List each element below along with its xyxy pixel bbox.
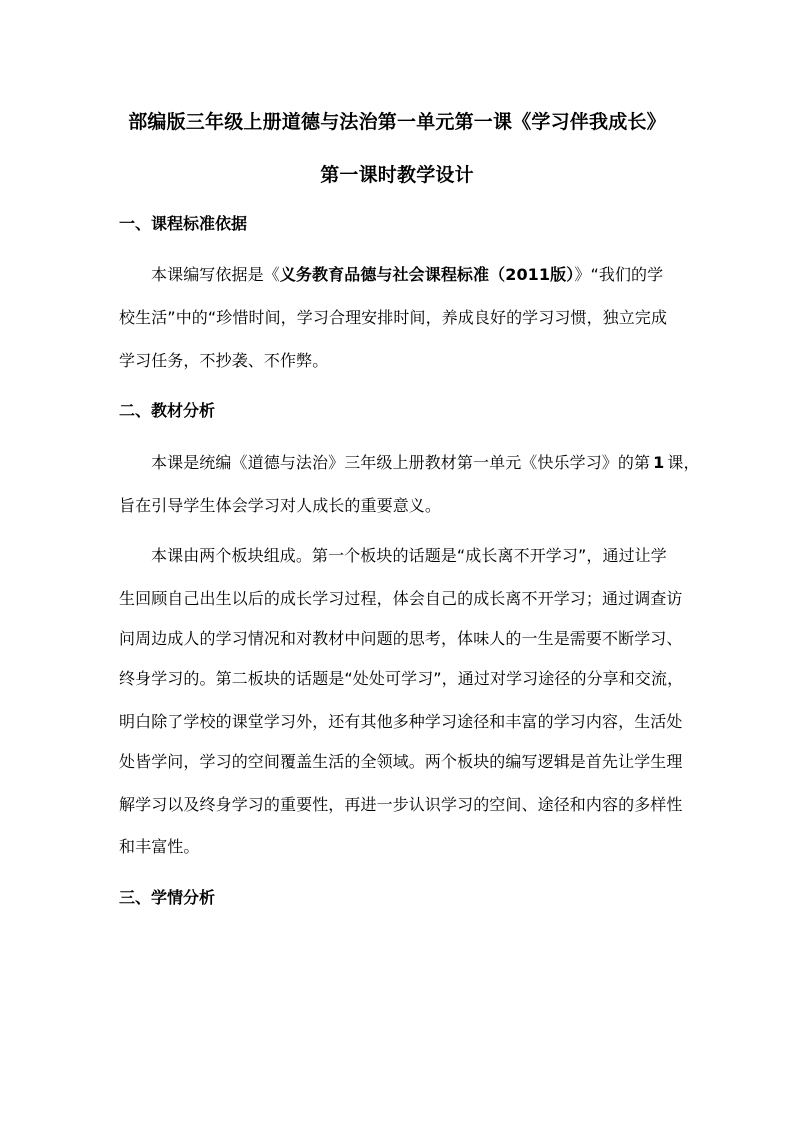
- lesson-number-bold: 1: [653, 453, 665, 472]
- standard-name-bold: 义务教育品德与社会课程标准（2011版）: [279, 265, 575, 284]
- text-segment: 本课编写依据是《: [151, 265, 280, 284]
- section-heading-student-analysis: 三、学情分析: [119, 888, 216, 907]
- paragraph-line: 校生活”中的“珍惜时间，学习合理安排时间，养成良好的学习习惯，独立完成: [119, 308, 668, 327]
- document-subtitle: 第一课时教学设计: [320, 164, 474, 186]
- paragraph-line: 终身学习的。第二板块的话题是“处处可学习”，通过对学习途径的分享和交流，: [119, 669, 684, 688]
- paragraph-line: 生回顾自己出生以后的成长学习过程，体会自己的成长离不开学习；通过调查访: [119, 589, 683, 608]
- text-segment: 课，: [667, 453, 700, 472]
- paragraph-line: 处皆学问，学习的空间覆盖生活的全领域。两个板块的编写逻辑是首先让学生理: [119, 752, 683, 771]
- text-segment: 本课是统编《道德与法治》三年级上册教材第一单元《快乐学习》的第: [151, 453, 651, 472]
- paragraph-line: 本课由两个板块组成。第一个板块的话题是“成长离不开学习”，通过让学: [151, 546, 667, 565]
- paragraph-line: 和丰富性。: [119, 837, 200, 856]
- section-heading-curriculum-standard: 一、课程标准依据: [119, 214, 248, 233]
- section-heading-textbook-analysis: 二、教材分析: [119, 401, 216, 420]
- paragraph-line: 学习任务，不抄袭、不作弊。: [119, 351, 329, 370]
- text-segment: 》“我们的学: [574, 265, 664, 284]
- paragraph-line: 旨在引导学生体会学习对人成长的重要意义。: [119, 496, 442, 515]
- paragraph-line: 解学习以及终身学习的重要性，再进一步认识学习的空间、途径和内容的多样性: [119, 795, 683, 814]
- paragraph-line: [151, 450, 700, 473]
- document-title: 部编版三年级上册道德与法治第一单元第一课《学习伴我成长》: [128, 111, 666, 133]
- paragraph-line: [151, 262, 663, 285]
- paragraph-line: 明白除了学校的课堂学习外，还有其他多种学习途径和丰富的学习内容，生活处: [119, 712, 683, 731]
- paragraph-line: 问周边成人的学习情况和对教材中问题的思考，体味人的一生是需要不断学习、: [119, 629, 683, 648]
